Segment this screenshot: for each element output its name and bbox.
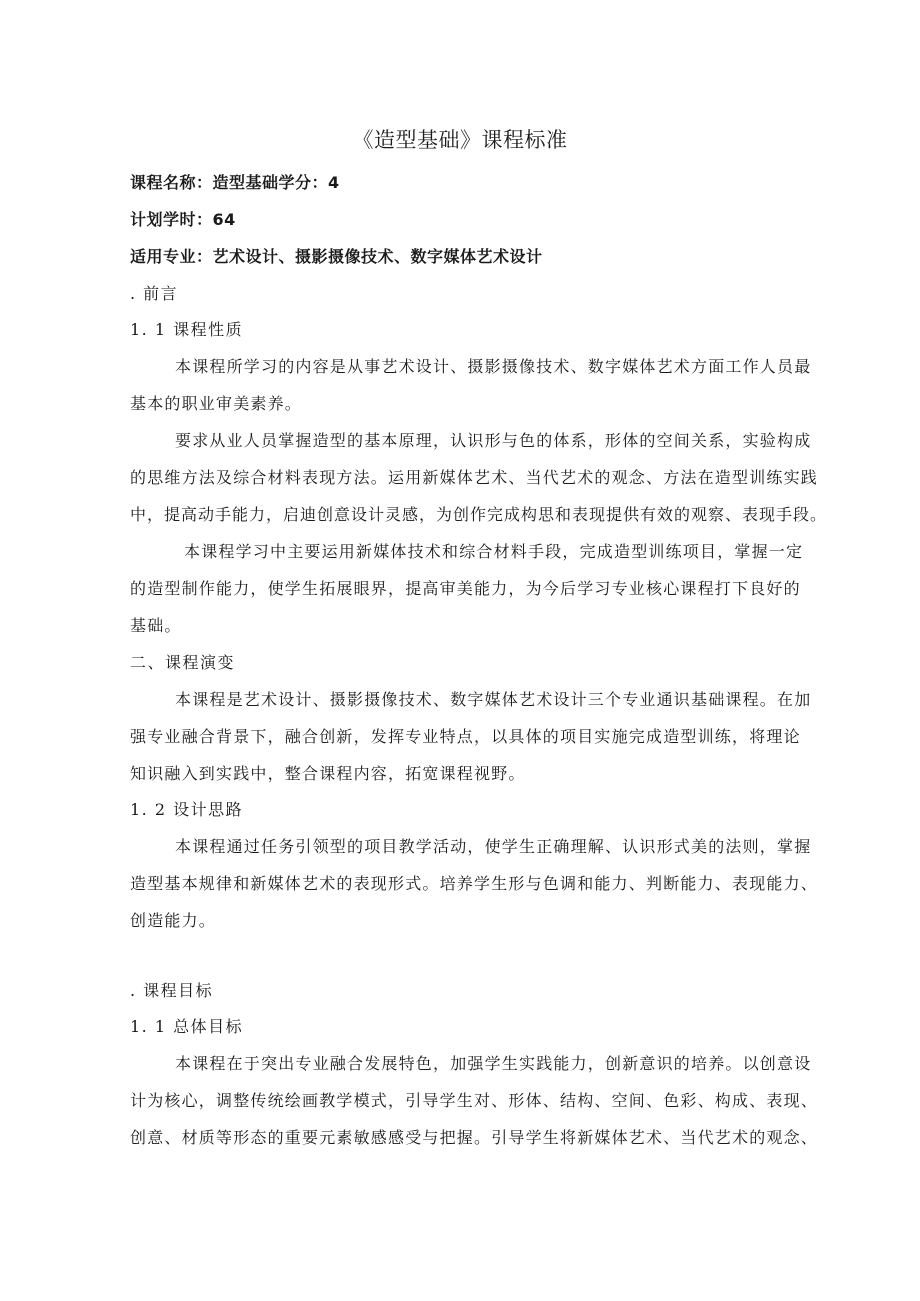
course-name-credits: 课程名称：造型基础学分：4 — [130, 173, 340, 192]
planned-hours: 计划学时：64 — [130, 210, 236, 229]
paragraph-line: 创造能力。 — [130, 911, 217, 930]
paragraph-line: 要求从业人员掌握造型的基本原理，认识形与色的体系，形体的空间关系，实验构成 — [175, 431, 812, 450]
paragraph-line: 本课程通过任务引领型的项目教学活动，使学生正确理解、认识形式美的法则，掌握 — [175, 837, 812, 856]
section-heading-goals: . 课程目标 — [130, 981, 214, 1000]
paragraph-line: 基本的职业审美素养。 — [130, 394, 303, 413]
paragraph-line: 强专业融合背景下，融合创新，发挥专业特点，以具体的项目实施完成造型训练，将理论 — [130, 727, 801, 746]
paragraph-line: 本课程在于突出专业融合发展特色，加强学生实践能力，创新意识的培养。以创意设 — [175, 1054, 812, 1073]
paragraph-line: 本课程是艺术设计、摄影摄像技术、数字媒体艺术设计三个专业通识基础课程。在加 — [175, 690, 812, 709]
paragraph-line: 基础。 — [130, 616, 182, 635]
paragraph-line: 本课程学习中主要运用新媒体技术和综合材料手段，完成造型训练项目，掌握一定 — [184, 542, 804, 561]
paragraph-line: 创意、材质等形态的重要元素敏感感受与把握。引导学生将新媒体艺术、当代艺术的观念、 — [130, 1128, 819, 1147]
subsection-heading-nature: 1. 1 课程性质 — [130, 320, 244, 339]
paragraph-line: 知识融入到实践中，整合课程内容，拓宽课程视野。 — [130, 764, 526, 783]
document-title: 《造型基础》课程标准 — [352, 128, 568, 152]
subsection-heading-overall: 1. 1 总体目标 — [130, 1017, 244, 1036]
applicable-majors: 适用专业：艺术设计、摄影摄像技术、数字媒体艺术设计 — [130, 247, 543, 266]
paragraph-line: 造型基本规律和新媒体艺术的表现形式。培养学生形与色调和能力、判断能力、表现能力、 — [130, 874, 819, 893]
section-heading-preface: . 前言 — [130, 284, 179, 303]
paragraph-line: 中，提高动手能力，启迪创意设计灵感，为创作完成构思和表现提供有效的观察、表现手段。 — [130, 505, 828, 524]
subsection-heading-design: 1. 2 设计思路 — [130, 800, 244, 819]
paragraph-line: 本课程所学习的内容是从事艺术设计、摄影摄像技术、数字媒体艺术方面工作人员最 — [175, 357, 812, 376]
paragraph-line: 的造型制作能力，使学生拓展眼界，提高审美能力，为今后学习专业核心课程打下良好的 — [130, 579, 801, 598]
paragraph-line: 计为核心，调整传统绘画教学模式，引导学生对、形体、结构、空间、色彩、构成、表现、 — [130, 1091, 819, 1110]
subsection-heading-evolution: 二、课程演变 — [130, 653, 236, 672]
paragraph-line: 的思维方法及综合材料表现方法。运用新媒体艺术、当代艺术的观念、方法在造型训练实践 — [130, 468, 819, 487]
